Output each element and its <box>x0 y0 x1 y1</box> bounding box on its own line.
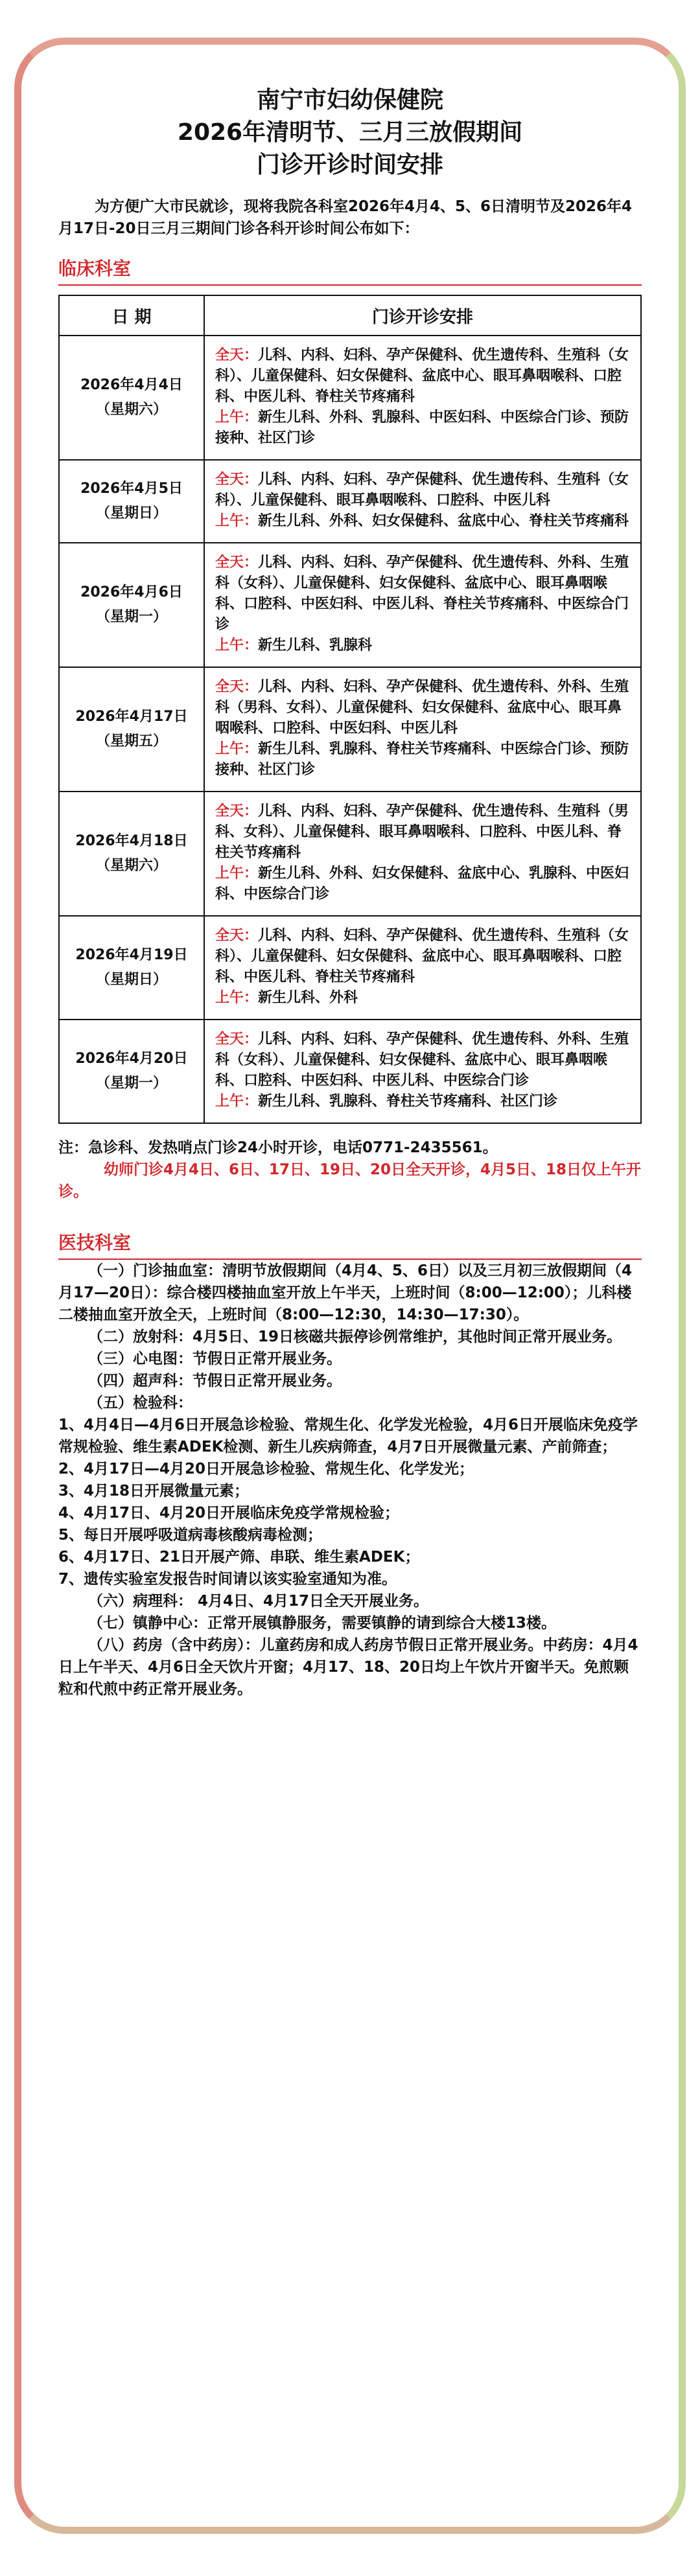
sedation-paragraph: （七）镇静中心：正常开展镇静服务，需要镇静的请到综合大楼13楼。 <box>88 1615 557 1632</box>
medtech-section <box>58 1229 642 1700</box>
full-day-list: 全天：儿科、内科、妇科、孕产保健科、优生遗传科、生殖科（男科、女科）、儿童保健科、眼耳鼻咽喉科、口腔科、中医儿科、脊柱关节疼痛科 <box>215 803 629 861</box>
title-subject: 门诊开诊时间安排 <box>256 152 443 178</box>
row-schedule <box>204 336 641 460</box>
full-day-list: 全天：儿科、内科、妇科、孕产保健科、优生遗传科、生殖科（女科）、儿童保健科、妇女保健科、盆底中心、眼耳鼻咽喉科、口腔科、中医儿科、脊柱关节疼痛科 <box>215 347 629 405</box>
col-date-header: 日 期 <box>59 295 204 336</box>
row-date: 2026年4月20日 （星期一） <box>59 1020 204 1123</box>
full-day-list: 全天：儿科、内科、妇科、孕产保健科、优生遗传科、外科、生殖科（女科）、儿童保健科、妇女保健科、盆底中心、眼耳鼻咽喉科、口腔科、中医妇科、中医儿科、脊柱关节疼痛科、中医综合门诊 <box>215 554 629 633</box>
table-row <box>59 460 641 543</box>
emergency-line: 注：急诊科、发热哨点门诊24小时开诊，电话0771-2435561。 <box>58 1139 498 1156</box>
table-row <box>59 916 641 1020</box>
title-holiday: 2026年清明节、三月三放假期间 <box>177 119 523 146</box>
lab-item: 4、4月17日、4月20日开展临床免疫学常规检验； <box>58 1505 400 1522</box>
row-schedule <box>204 916 641 1020</box>
full-day-list: 全天：儿科、内科、妇科、孕产保健科、优生遗传科、生殖科（女科）、儿童保健科、妇女保健科、盆底中心、眼耳鼻咽喉科、口腔科、中医儿科、脊柱关节疼痛科 <box>215 928 629 985</box>
row-schedule <box>204 792 641 916</box>
col-schedule-header: 门诊开诊安排 <box>204 295 641 336</box>
table-row <box>59 792 641 916</box>
row-date: 2026年4月18日 （星期六） <box>59 792 204 916</box>
lab-item: 3、4月18日开展微量元素； <box>58 1483 250 1499</box>
radiology-paragraph: （二）放射科：4月5日、19日核磁共振停诊例常维护，其他时间正常开展业务。 <box>88 1328 622 1345</box>
row-schedule <box>204 667 641 792</box>
table-row <box>59 667 641 792</box>
lab-item: 5、每日开展呼吸道病毒核酸病毒检测； <box>58 1527 323 1544</box>
clinical-schedule-table <box>58 295 642 1124</box>
row-schedule <box>204 460 641 543</box>
row-schedule <box>204 1020 641 1123</box>
lab-heading: （五）检验科： <box>88 1395 192 1411</box>
table-row <box>59 1020 641 1123</box>
pathology-paragraph: （六）病理科： 4月4日、4月17日全天开展业务。 <box>88 1593 429 1610</box>
row-date: 2026年4月5日 （星期日） <box>59 460 204 543</box>
notice-content <box>58 84 642 1700</box>
row-date: 2026年4月6日 （星期一） <box>59 543 204 667</box>
lab-item: 7、遗传实验室发报告时间请以该实验室通知为准。 <box>58 1571 397 1588</box>
title-hospital: 南宁市妇幼保健院 <box>256 87 443 113</box>
row-date: 2026年4月19日 （星期日） <box>59 916 204 1020</box>
medtech-heading: 医技科室 <box>58 1229 642 1260</box>
morning-list: 上午：新生儿科、外科、乳腺科、中医妇科、中医综合门诊、预防接种、社区门诊 <box>215 409 629 446</box>
lab-item: 1、4月4日—4月6日开展急诊检验、常规生化、化学发光检验，4月6日开展临床免疫学常规检验、维生素ADEK检测、新生儿疾病筛查，4月7日开展微量元素、产前筛查； <box>58 1417 638 1455</box>
intro-text: 为方便广大市民就诊，现将我院各科室2026年4月4、5、6日清明节及2026年4月17日-20日三月三期间门诊各科开诊时间公布如下： <box>58 198 633 237</box>
row-date: 2026年4月17日 （星期五） <box>59 667 204 792</box>
row-date: 2026年4月4日 （星期六） <box>59 336 204 460</box>
lab-item: 2、4月17日—4月20日开展急诊检验、常规生化、化学发光； <box>58 1461 474 1477</box>
full-day-list: 全天：儿科、内科、妇科、孕产保健科、优生遗传科、外科、生殖科（男科、女科）、儿童保健科、妇女保健科、盆底中心、眼耳鼻咽喉科、口腔科、中医妇科、中医儿科 <box>215 679 629 736</box>
kindergarten-notice: 幼师门诊4月4日、6日、17日、19日、20日全天开诊，4月5日、18日仅上午开诊。 <box>58 1161 642 1200</box>
full-day-list: 全天：儿科、内科、妇科、孕产保健科、优生遗传科、外科、生殖科（女科）、儿童保健科、妇女保健科、盆底中心、眼耳鼻咽喉科、口腔科、中医妇科、中医儿科、中医综合门诊 <box>215 1031 629 1089</box>
morning-list: 上午：新生儿科、乳腺科、脊柱关节疼痛科、中医综合门诊、预防接种、社区门诊 <box>215 741 629 778</box>
morning-list: 上午：新生儿科、外科、妇女保健科、盆底中心、乳腺科、中医妇科、中医综合门诊 <box>215 865 629 902</box>
morning-list: 上午：新生儿科、外科、妇女保健科、盆底中心、脊柱关节疼痛科 <box>215 513 629 529</box>
clinical-heading: 临床科室 <box>58 255 642 286</box>
morning-list: 上午：新生儿科、乳腺科 <box>215 637 373 654</box>
morning-list: 上午：新生儿科、乳腺科、脊柱关节疼痛科、社区门诊 <box>215 1093 558 1110</box>
lab-item: 6、4月17日、21日开展产筛、串联、维生素ADEK； <box>58 1549 420 1566</box>
ecg-paragraph: （三）心电图：节假日正常开展业务。 <box>88 1351 342 1367</box>
row-schedule <box>204 543 641 667</box>
table-row <box>59 543 641 667</box>
emergency-note <box>58 1137 642 1203</box>
full-day-list: 全天：儿科、内科、妇科、孕产保健科、优生遗传科、生殖科（女科）、儿童保健科、眼耳鼻咽喉科、口腔科、中医儿科 <box>215 472 629 508</box>
blood-draw-paragraph: （一）门诊抽血室：清明节放假期间（4月4、5、6日）以及三月初三放假期间（4月17—20日）：综合楼四楼抽血室开放上午半天，上班时间（8:00—12:00）；儿科楼二楼抽血室开放全天，上班时间（8:00—12:30，14:30—17:30）。 <box>58 1262 633 1323</box>
pharmacy-paragraph: （八）药房（含中药房）：儿童药房和成人药房节假日正常开展业务。中药房：4月4日上午半天、4月6日全天饮片开窗；4月17、18、20日均上午饮片开窗半天。免煎颗粒和代煎中药正常开展业务。 <box>58 1637 638 1698</box>
table-row <box>59 336 641 460</box>
page-title <box>58 84 642 181</box>
morning-list: 上午：新生儿科、外科 <box>215 990 358 1006</box>
ultrasound-paragraph: （四）超声科：节假日正常开展业务。 <box>88 1373 342 1389</box>
